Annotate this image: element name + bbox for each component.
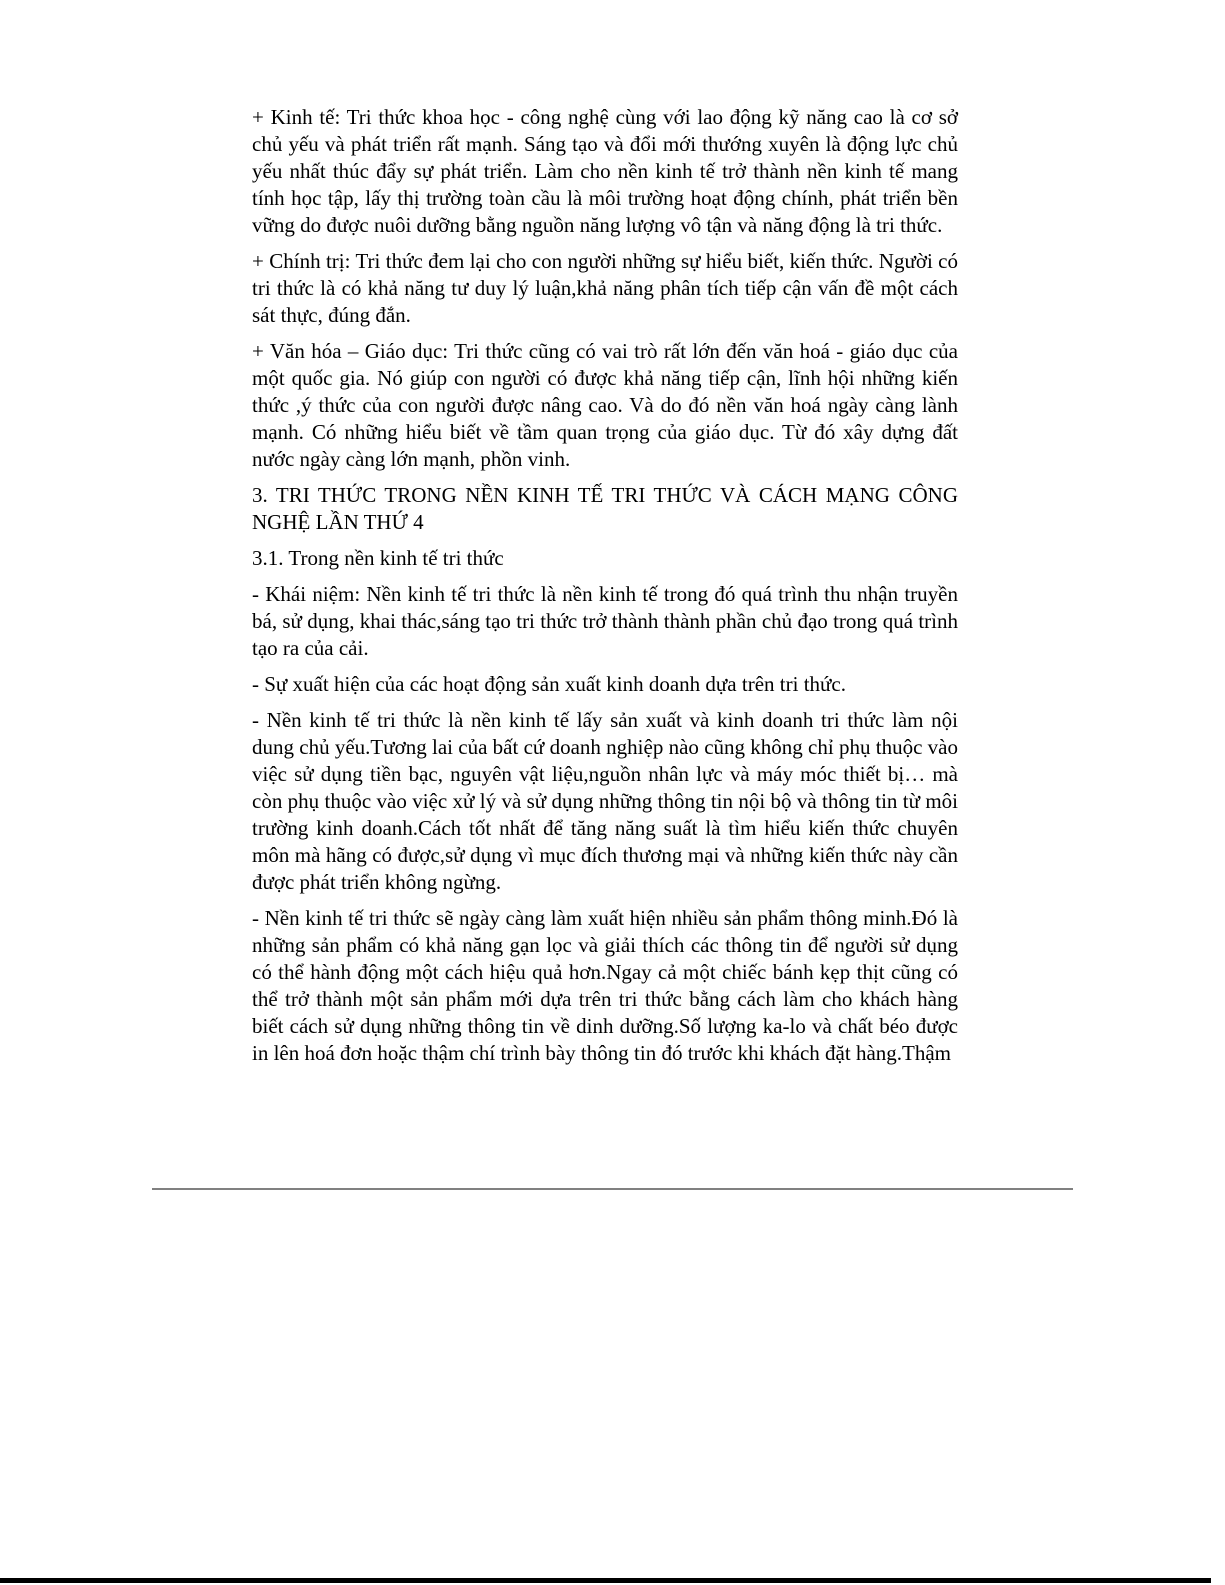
text-column [252,104,958,1076]
paragraph-knowledge-production: - Nền kinh tế tri thức là nền kinh tế lấy sản xuất và kinh doanh tri thức làm nội dung chủ yếu.Tương lai của bất cứ doanh nghiệp nào cũng không chỉ phụ thuộc vào việc sử dụng tiền bạc, nguyên vật liệu,nguồn nhân lực và máy móc thiết bị… mà còn phụ thuộc vào việc xử lý và sử dụng những thông tin nội bộ và thông tin từ môi trường kinh doanh.Cách tốt nhất để tăng năng suất là tìm hiểu kiến thức chuyên môn mà hãng có được,sử dụng vì mục đích thương mại và những kiến thức này cần được phát triển không ngừng. [252,708,958,894]
bottom-edge-bar [0,1578,1211,1583]
paragraph-culture-education: + Văn hóa – Giáo dục: Tri thức cũng có vai trò rất lớn đến văn hoá - giáo dục của một quốc gia. Nó giúp con người có được khả năng tiếp cận, lĩnh hội những kiến thức ,ý thức của con người được nâng cao. Và do đó nền văn hoá ngày càng lành mạnh. Có những hiểu biết về tầm quan trọng của giáo dục. Từ đó xây dựng đất nước ngày càng lớn mạnh, phồn vinh. [252,339,958,471]
paragraph-business-appearance: - Sự xuất hiện của các hoạt động sản xuất kinh doanh dựa trên tri thức. [252,672,846,696]
page-break-divider [152,1188,1073,1190]
paragraph-definition: - Khái niệm: Nền kinh tế tri thức là nền kinh tế trong đó quá trình thu nhận truyền bá, sử dụng, khai thác,sáng tạo tri thức trở thành thành phần chủ đạo trong quá trình tạo ra của cải. [252,582,958,660]
paragraph-smart-products: - Nền kinh tế tri thức sẽ ngày càng làm xuất hiện nhiều sản phẩm thông minh.Đó là những sản phẩm có khả năng gạn lọc và giải thích các thông tin để người sử dụng có thể hành động một cách hiệu quả hơn.Ngay cả một chiếc bánh kẹp thịt cũng có thể trở thành một sản phẩm mới dựa trên tri thức bằng cách làm cho khách hàng biết cách sử dụng những thông tin về dinh dưỡng.Số lượng ka-lo và chất béo được in lên hoá đơn hoặc thậm chí trình bày thông tin đó trước khi khách đặt hàng.Thậm [252,906,958,1065]
section-heading: 3. TRI THỨC TRONG NỀN KINH TẾ TRI THỨC VÀ CÁCH MẠNG CÔNG NGHỆ LẦN THỨ 4 [252,483,958,534]
paragraph-politics: + Chính trị: Tri thức đem lại cho con người những sự hiểu biết, kiến thức. Người có tri thức là có khả năng tư duy lý luận,khả năng phân tích tiếp cận vấn đề một cách sát thực, đúng đắn. [252,249,958,327]
paragraph-economy: + Kinh tế: Tri thức khoa học - công nghệ cùng với lao động kỹ năng cao là cơ sở chủ yếu và phát triển rất mạnh. Sáng tạo và đổi mới thướng xuyên là động lực chủ yếu nhất thúc đẩy sự phát triển. Làm cho nền kinh tế trở thành nền kinh tế mang tính học tập, lấy thị trường toàn cầu là môi trường hoạt động chính, phát triển bền vững do được nuôi dưỡng bằng nguồn năng lượng vô tận và năng động là tri thức. [252,105,958,237]
subsection-heading: 3.1. Trong nền kinh tế tri thức [252,546,504,570]
